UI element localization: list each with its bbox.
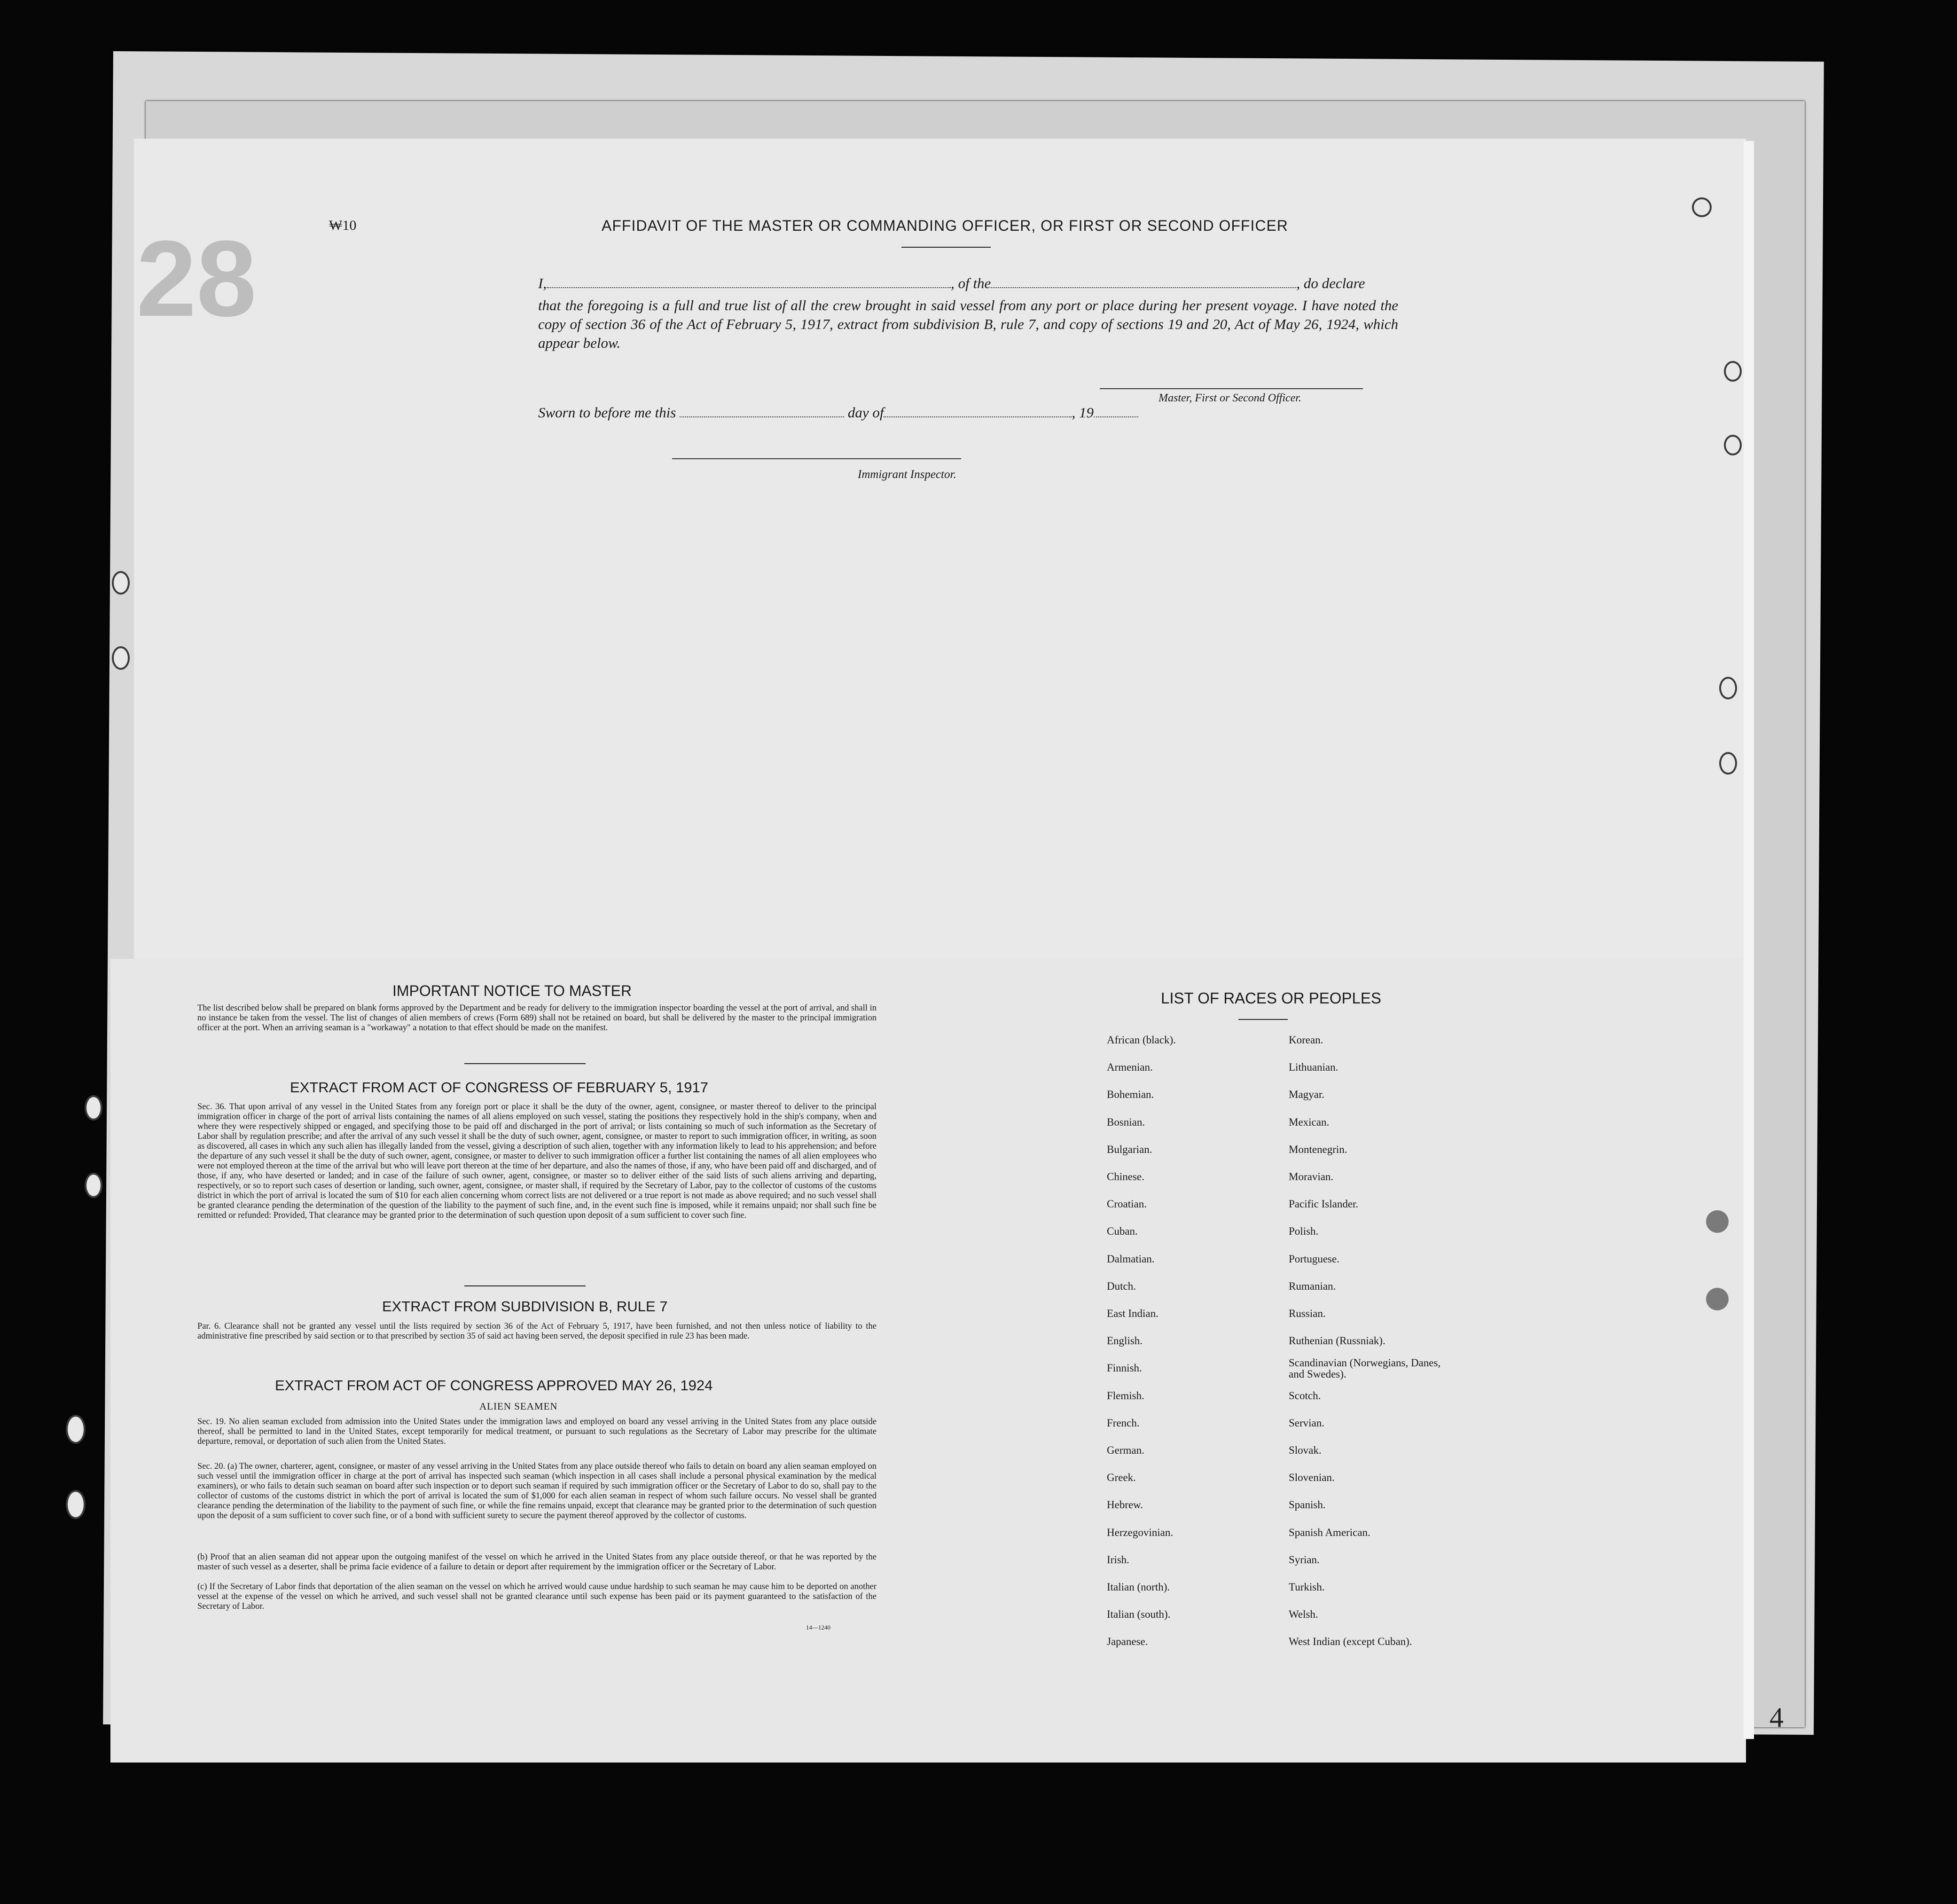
race-item: Spanish. [1289, 1499, 1326, 1511]
extract-1917-text: Sec. 36. That upon arrival of any vessel in the United States from any foreign port or place it shall be the duty of the owner, agent, consignee, or master thereof to deliver to the principal immigration officer in charge of the port of arrival lists containing the names of all aliens employed on such vessel, stating the positions they respectively hold in the ship's company, when and where they were respectively shipped or engaged, and specifying those to be paid off and discharged in the port of arrival; or lists containing so much of such information as the Secretary of Labor shall by regulation prescribe; and after the arrival of any such vessel it shall be the duty of such owner, agent, consignee, or master to report to such immigration officer, in writing, as soon as discovered, all cases in which any such alien has illegally landed from the vessel, giving a description of such alien, together with any information likely to lead to his apprehension; and before the departure of any such vessel it shall be the duty of such owner, agent, consignee, or master to deliver to such immigration officer a further list containing the names of all alien employees who were not employed thereon at the time of the arrival but who will leave port thereon at the time of her departure, and also the names of those, if any, who have been paid off and discharged, and of those, if any, who have deserted or landed; and in case of the failure of such owner, agent, consignee, or master so to deliver either of the said lists of such aliens arriving and departing, respectively, or so to report such cases of desertion or landing, such owner, agent, consignee, or master shall, if required by the Secretary of Labor, pay to the collector of customs of the customs district in which the port of arrival is located the sum of $10 for each alien concerning whom correct lists are not delivered or a true report is not made as above required; and no such vessel shall be granted clearance pending the determination of the question of the liability to the payment of such fine, and, in the event such fine is imposed, while it remains unpaid; nor shall such fine be remitted or refunded: Provided, That clearance may be granted prior to the determination of such question upon deposit of a sum sufficient to cover such fine. [197, 1102, 877, 1220]
punch-hole [1706, 1210, 1729, 1233]
race-item: Welsh. [1289, 1608, 1318, 1621]
extract-1924-sec20a: Sec. 20. (a) The owner, charterer, agent, consignee, or master of any vessel arriving in the United States from any place outside thereof who fails to detain on board any alien seaman employed on such vessel until the immigration officer in charge at the port of arrival has inspected such seaman (which inspection in all cases shall include a personal physical examination by the medical examiners), or who fails to detain such seaman on board after such inspection or to deport such seaman if required by such immigration officer or the Secretary of Labor to do so, shall pay to the collector of customs of the customs district in which the port of arrival is located the sum of $1,000 for each alien seaman in respect of whom such failure occurs. No vessel shall be granted clearance pending the determination of the liability to the payment of such fine, or while the fine remains unpaid, except that clearance may be granted prior to the determination of such question upon the deposit of a sum sufficient to cover such fine, or of a bond with sufficient surety to secure the payment thereof approved by the collector of customs. [197, 1462, 877, 1520]
race-item: Ruthenian (Russniak). [1289, 1335, 1386, 1347]
race-item: Finnish. [1107, 1362, 1142, 1374]
race-item: Rumanian. [1289, 1280, 1336, 1292]
race-item: Flemish. [1107, 1389, 1144, 1402]
year-prefix: , 19 [1072, 404, 1094, 421]
corner-mark: 4 [1769, 1702, 1784, 1733]
race-item: Moravian. [1289, 1171, 1334, 1183]
sworn-line [538, 404, 1138, 421]
punch-hole [1706, 1288, 1729, 1310]
extract-1924-sec19: Sec. 19. No alien seaman excluded from admission into the United States under the immigration laws and employed on board any vessel arriving in the United States from any place outside thereof, shall be permitted to land in the United States, except temporarily for medical treatment, or pursuant to such regulations as the Secretary of Labor may prescribe for the ultimate departure, removal, or deportation of such alien from the United States. [197, 1417, 877, 1446]
race-item: Montenegrin. [1289, 1143, 1347, 1155]
inspector-label: Immigrant Inspector. [858, 468, 956, 481]
affidavit-title: AFFIDAVIT OF THE MASTER OR COMMANDING OFFICER, OR FIRST OR SECOND OFFICER [602, 217, 1288, 234]
race-item: Lithuanian. [1289, 1061, 1339, 1073]
punch-hole [1692, 197, 1712, 217]
affidavit-body: that the foregoing is a full and true list of all the crew brought in said vessel from any port or place during her present voyage. I have noted the copy of section 36 of the Act of February 5, 1917, extract from subdivision B, rule 7, and copy of sections 19 and 20, Act of May 26, 1924, which appear below. [538, 297, 1398, 351]
race-item: Italian (north). [1107, 1581, 1170, 1593]
race-item: Pacific Islander. [1289, 1198, 1359, 1210]
race-item: Irish. [1107, 1553, 1129, 1566]
race-item: Scotch. [1289, 1389, 1321, 1402]
stamped-number: 28 [136, 218, 257, 339]
race-item: Herzegovinian. [1107, 1526, 1174, 1538]
race-item: Armenian. [1107, 1061, 1153, 1073]
extract-1924-sec20b: (b) Proof that an alien seaman did not appear upon the outgoing manifest of the vessel on which he arrived in the United States from any place outside thereof, or that he was reported by the master of such vessel as a deserter, shall be prima facie evidence of a failure to detain or deport after requirement by the immigration officer or the Secretary of Labor. [197, 1552, 877, 1572]
inspector-signature-line[interactable] [672, 458, 961, 459]
punch-hole [1719, 752, 1737, 775]
race-item: Slovenian. [1289, 1472, 1335, 1484]
race-item: German. [1107, 1444, 1144, 1456]
punch-hole [85, 1095, 102, 1120]
race-item: Servian. [1289, 1417, 1325, 1429]
punch-hole [112, 571, 130, 595]
race-item: Bulgarian. [1107, 1143, 1152, 1155]
punch-hole [1719, 677, 1737, 699]
section-rule [464, 1285, 586, 1286]
race-item: Japanese. [1107, 1636, 1148, 1648]
race-item: English. [1107, 1335, 1143, 1347]
race-item: Croatian. [1107, 1198, 1147, 1210]
race-item: Bohemian. [1107, 1089, 1154, 1101]
section-rule [464, 1063, 586, 1064]
race-item: Italian (south). [1107, 1608, 1171, 1621]
race-item: Magyar. [1289, 1089, 1325, 1101]
day-blank[interactable] [680, 416, 844, 417]
stamp-mark: ₩10 [329, 218, 357, 233]
form-number: 14—1240 [806, 1624, 830, 1631]
race-item: French. [1107, 1417, 1140, 1429]
master-label: Master, First or Second Officer. [1159, 392, 1301, 404]
notice-text: The list described below shall be prepared on blank forms approved by the Department and be ready for delivery to the immigration inspector boarding the vessel at the port of arrival, and shall in no instance be taken from the vessel. The list of changes of alien members of crews (Form 689) shall not be retained on board, but shall be delivered by the master to the principal immigration officer at the port. When an arriving seaman is a "workaway" a notation to that effect should be made on the manifest. [197, 1003, 877, 1033]
race-item: Russian. [1289, 1308, 1326, 1319]
punch-hole [66, 1490, 86, 1519]
race-item: Cuban. [1107, 1225, 1138, 1238]
do-declare-label: , do declare [1296, 275, 1365, 291]
extract-rule7-text: Par. 6. Clearance shall not be granted any vessel until the lists required by section 36 of the Act of February 5, 1917, have been furnished, and not then unless notice of liability to the administrative fine prescribed by said section or to that prescribed by section 35 of said act having been served, the deposit specified in rule 23 has been made. [197, 1322, 877, 1341]
race-item: Greek. [1107, 1472, 1136, 1484]
name-blank[interactable] [547, 287, 951, 288]
race-item: West Indian (except Cuban). [1289, 1636, 1412, 1648]
year-blank[interactable] [1094, 416, 1138, 417]
of-the-label: , of the [951, 275, 991, 291]
sworn-prefix: Sworn to before me this [538, 404, 676, 421]
master-signature-line[interactable] [1100, 388, 1363, 389]
title-rule [901, 247, 991, 248]
day-of-label: day of [847, 404, 884, 421]
race-item: Scandinavian (Norwegians, Danes, and Swedes). [1289, 1357, 1441, 1380]
i-label: I, [538, 275, 547, 291]
punch-hole [66, 1415, 86, 1444]
race-item: Portuguese. [1289, 1253, 1339, 1265]
race-item: Bosnian. [1107, 1116, 1145, 1128]
punch-hole [1724, 361, 1742, 382]
race-item: East Indian. [1107, 1308, 1159, 1319]
race-item: Hebrew. [1107, 1499, 1143, 1511]
affidavit-first-line [538, 275, 1365, 292]
race-item: Polish. [1289, 1225, 1319, 1238]
vessel-blank[interactable] [991, 287, 1296, 288]
races-rule [1238, 1019, 1288, 1020]
race-item: Slovak. [1289, 1444, 1322, 1456]
race-item: Turkish. [1289, 1581, 1325, 1593]
race-item: Spanish American. [1289, 1526, 1370, 1538]
month-blank[interactable] [884, 416, 1072, 417]
race-item: Korean. [1289, 1034, 1323, 1046]
race-item: Mexican. [1289, 1116, 1330, 1128]
alien-seamen-subtitle: ALIEN SEAMEN [479, 1401, 558, 1412]
race-item: Syrian. [1289, 1553, 1320, 1566]
race-item: Dutch. [1107, 1280, 1136, 1292]
page-edge [1744, 141, 1754, 1739]
extract-1924-title: EXTRACT FROM ACT OF CONGRESS APPROVED MAY 26, 1924 [275, 1377, 713, 1394]
punch-hole [85, 1173, 102, 1198]
extract-rule7-title: EXTRACT FROM SUBDIVISION B, RULE 7 [382, 1298, 668, 1315]
race-item: African (black). [1107, 1034, 1176, 1046]
punch-hole [1724, 435, 1742, 455]
races-title: LIST OF RACES OR PEOPLES [1161, 989, 1381, 1007]
race-item: Dalmatian. [1107, 1253, 1155, 1265]
notice-title: IMPORTANT NOTICE TO MASTER [392, 982, 632, 999]
extract-1924-sec20c: (c) If the Secretary of Labor finds that deportation of the alien seaman on the vessel on which he arrived would cause undue hardship to such seaman he may cause him to be deported on another vessel at the expense of the vessel on which he arrived, and such vessel shall not be granted clearance until such expense has been paid or its payment guaranteed to the satisfaction of the Secretary of Labor. [197, 1582, 877, 1611]
punch-hole [112, 646, 130, 670]
extract-1917-title: EXTRACT FROM ACT OF CONGRESS OF FEBRUARY 5, 1917 [290, 1079, 709, 1096]
race-item: Chinese. [1107, 1171, 1144, 1183]
